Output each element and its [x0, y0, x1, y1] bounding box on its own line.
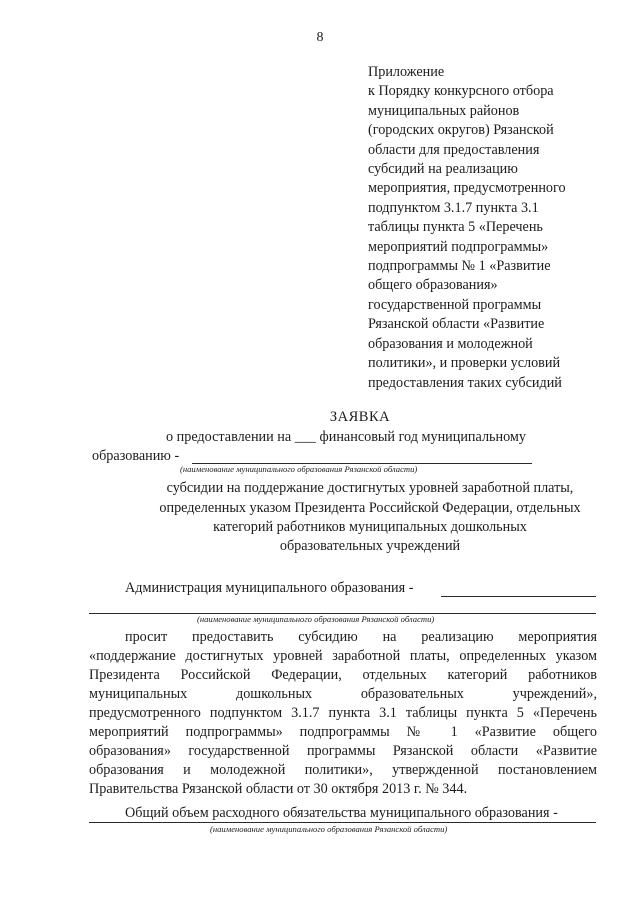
appendix-line: политики», и проверки условий [368, 355, 561, 372]
body-line: муниципальных дошкольных образовательных учреждений», [89, 686, 597, 702]
total-caption: (наименование муниципального образования Рязанской области) [210, 824, 448, 834]
appendix-line: таблицы пункта 5 «Перечень [368, 219, 543, 236]
administration-fill-line[interactable] [441, 596, 596, 597]
request-line: о предоставлении на ___ финансовый год муниципальному [166, 429, 526, 445]
appendix-line: государственной программы [368, 296, 542, 313]
appendix-line: образования и молодежной [368, 335, 533, 352]
body-line: предусмотренного подпунктом 3.1.7 пункта 3.1 таблицы пункта 5 «Перечень [89, 705, 597, 721]
appendix-line: области для предоставления [368, 141, 540, 158]
page-number: 8 [316, 30, 324, 45]
appendix-line: подпунктом 3.1.7 пункта 3.1 [368, 199, 539, 216]
appendix-line: предоставления таких субсидий [368, 374, 562, 391]
appendix-line: подпрограммы № 1 «Развитие [368, 258, 551, 275]
body-line: образования и молодежной политики», утвержденной постановлением [89, 762, 597, 778]
appendix-line: муниципальных районов [368, 102, 520, 119]
municipality-caption: (наименование муниципального образования Рязанской области) [180, 464, 418, 474]
appendix-block [368, 63, 608, 393]
administration-caption: (наименование муниципального образования Рязанской области) [197, 614, 435, 624]
body-line: просит предоставить субсидию на реализацию мероприятия [125, 629, 597, 645]
appendix-line: мероприятий подпрограммы» [368, 238, 549, 255]
appendix-line: субсидий на реализацию [368, 161, 518, 178]
appendix-line: Рязанской области «Развитие [368, 316, 545, 333]
appendix-line: (городских округов) Рязанской [368, 122, 554, 139]
total-fill-line[interactable] [89, 822, 596, 823]
total-obligation-line: Общий объем расходного обязательства муниципального образования - [125, 805, 558, 821]
appendix-line: Приложение [368, 64, 445, 80]
administration-prefix: Администрация муниципального образования - [125, 580, 414, 596]
subject-line: определенных указом Президента Российской Федерации, отдельных [159, 500, 581, 516]
municipality-prefix: образованию - [92, 448, 180, 464]
appendix-line: мероприятия, предусмотренного [368, 180, 566, 197]
body-line: «поддержание достигнутых уровней заработной платы, определенных указом [89, 648, 597, 664]
body-line: образования» государственной программы Рязанской области «Развитие [89, 743, 597, 759]
appendix-line: к Порядку конкурсного отбора [368, 83, 554, 100]
document-title: ЗАЯВКА [329, 409, 391, 425]
body-line: Правительства Рязанской области от 30 октября 2013 г. № 344. [89, 781, 468, 797]
appendix-line: общего образования» [368, 277, 498, 294]
subject-line: категорий работников муниципальных дошкольных [213, 519, 527, 535]
body-line: мероприятий подпрограммы» подпрограммы № 1 «Развитие общего [89, 724, 597, 740]
subject-line: образовательных учреждений [279, 538, 461, 554]
body-line: Президента Российской Федерации, отдельных категорий работников [89, 667, 597, 683]
subject-line: субсидии на поддержание достигнутых уровней заработной платы, [166, 480, 574, 496]
